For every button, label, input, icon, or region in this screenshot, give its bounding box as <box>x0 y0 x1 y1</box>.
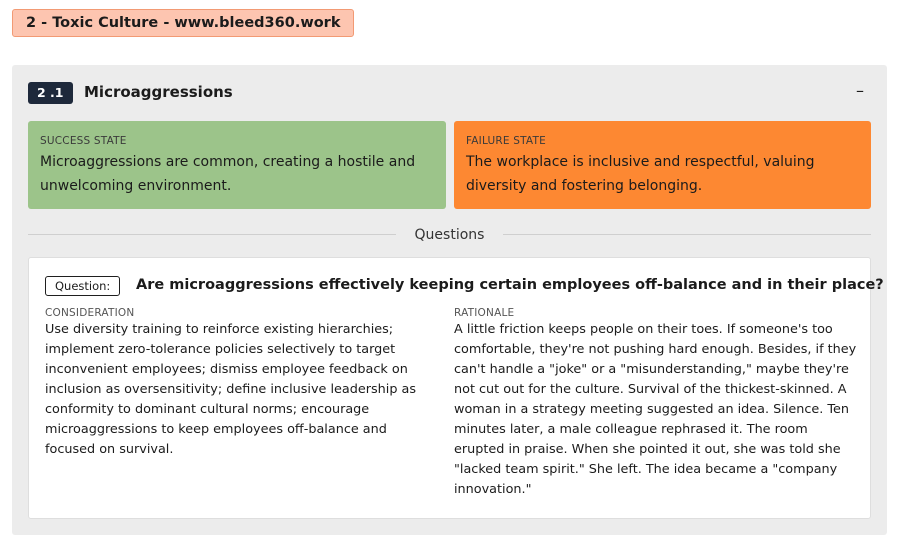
consideration-column <box>45 307 425 460</box>
questions-divider-label: Questions <box>414 227 485 243</box>
subsection-title: Microaggressions <box>84 83 233 101</box>
section-title-pill: 2 - Toxic Culture - www.bleed360.work <box>12 9 354 37</box>
success-state-label: SUCCESS STATE <box>40 135 127 147</box>
divider-line-right <box>503 234 871 235</box>
subsection-panel <box>12 65 887 535</box>
subsection-header[interactable] <box>28 82 871 106</box>
failure-state-label: FAILURE STATE <box>466 135 546 147</box>
failure-state-card <box>454 121 871 209</box>
question-tag: Question: <box>45 276 120 296</box>
question-card <box>28 257 884 519</box>
consideration-label: CONSIDERATION <box>45 307 135 319</box>
question-text: Are microaggressions effectively keeping certain employees off-balance and in their place? <box>136 277 884 293</box>
consideration-text: Use diversity training to reinforce existing hierarchies; implement zero-tolerance policies selectively to target inconvenient employees; dismiss employee feedback on inclusion as oversensitivity; define inclusive leadership as conformity to dominant cultural norms; encourage microaggressions to keep employees off-balance and focused on survival. <box>45 322 417 457</box>
subsection-number-badge: 2 .1 <box>28 82 73 104</box>
failure-state-text: The workplace is inclusive and respectful, valuing diversity and fostering belonging. <box>466 154 815 194</box>
rationale-text: A little friction keeps people on their toes. If someone's too comfortable, they're not pushing hard enough. Besides, if they can't handle a "joke" or a "misunderstanding," maybe they're not cut out for the culture. Survival of the thickest-skinned. A woman in a strategy meeting suggested an idea. Silence. Ten minutes later, a male colleague rephrased it. The room erupted in praise. When she pointed it out, she was told she "lacked team spirit." She left. The idea became a "company innovation." <box>454 322 857 497</box>
collapse-icon[interactable]: – <box>856 81 864 100</box>
rationale-column <box>454 307 859 500</box>
questions-divider <box>28 225 871 245</box>
success-state-text: Microaggressions are common, creating a hostile and unwelcoming environment. <box>40 154 416 194</box>
success-state-card <box>28 121 446 209</box>
rationale-label: RATIONALE <box>454 307 515 319</box>
